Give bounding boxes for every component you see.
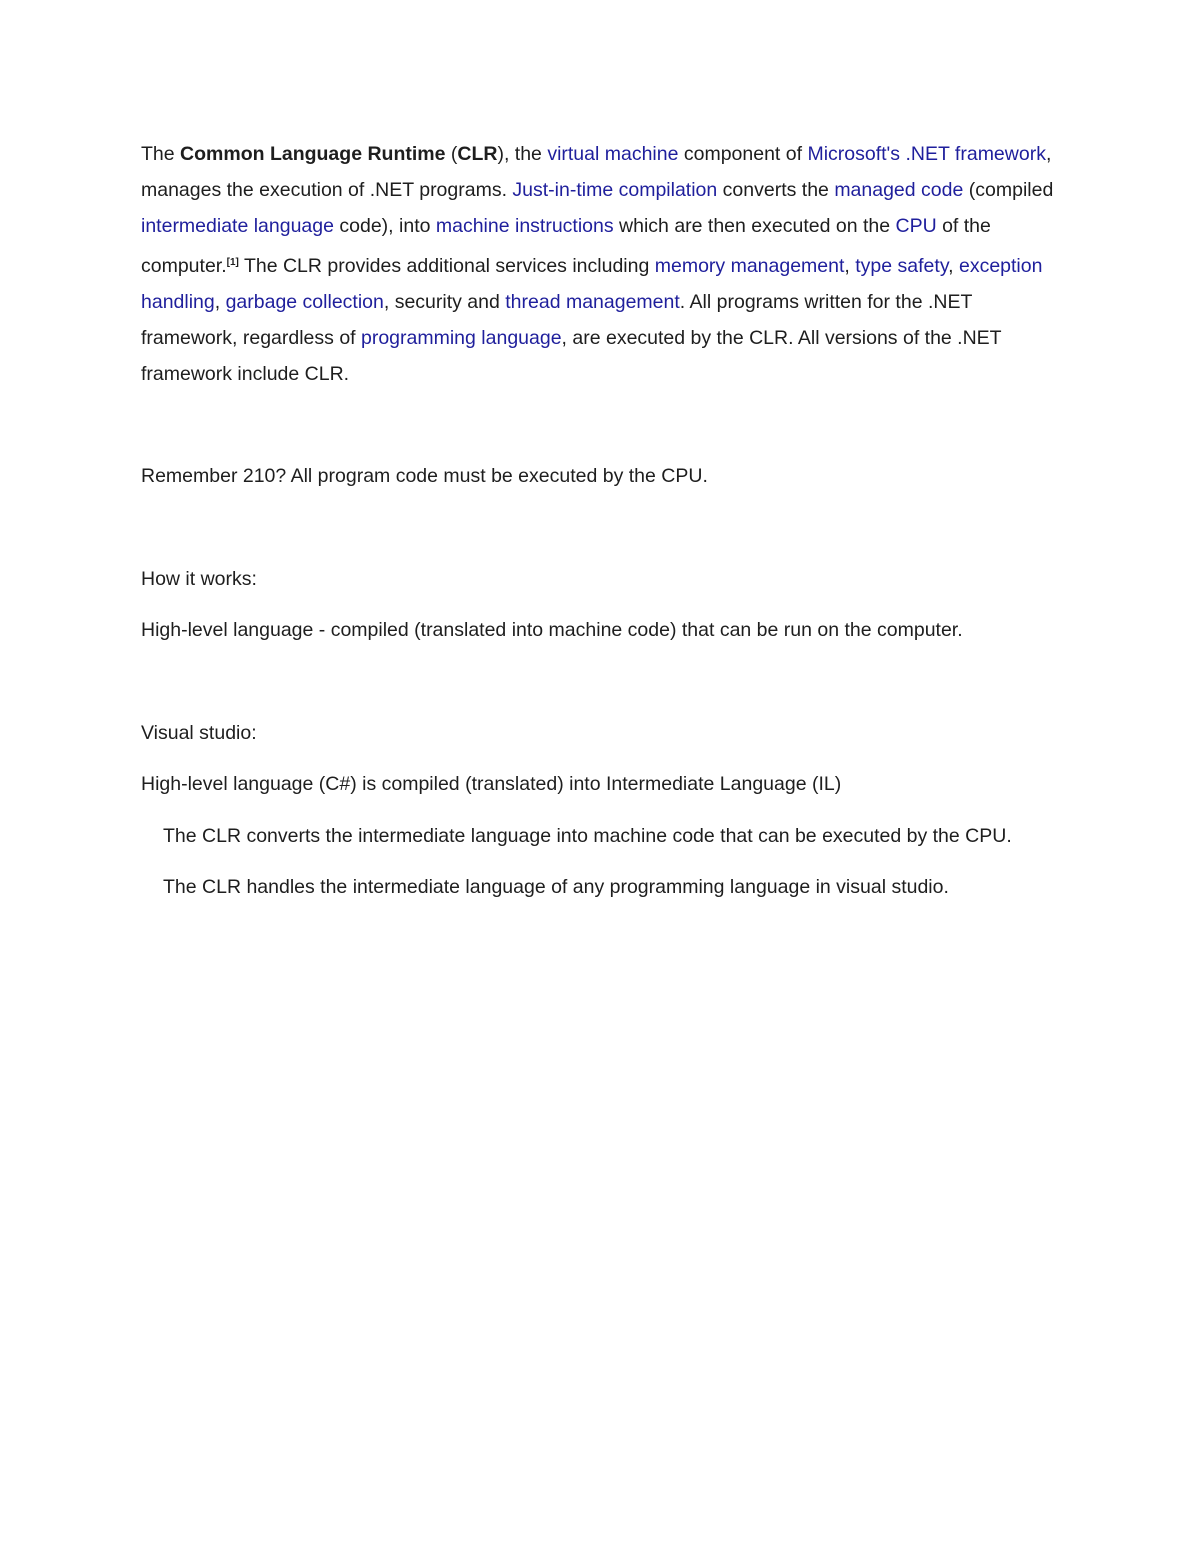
link-programming-language[interactable]: programming language	[361, 327, 562, 350]
clr-full-term: Common Language Runtime	[180, 143, 446, 165]
link-type-safety[interactable]: type safety	[855, 254, 949, 277]
text: (	[445, 143, 458, 165]
text: The CLR provides additional services including	[238, 254, 655, 277]
link-managed-code[interactable]: managed code	[834, 179, 964, 202]
how-heading: How it works:	[141, 568, 257, 591]
visual-studio-line-2	[141, 818, 1056, 854]
how-text: High-level language - compiled (translated into machine code) that can be run on the computer.	[141, 619, 963, 642]
text: ,	[214, 290, 226, 313]
text: which are then executed on the	[613, 215, 896, 238]
text: , security and	[383, 290, 506, 313]
text: component of	[678, 143, 808, 165]
text: code), into	[333, 215, 436, 238]
text: of the computer.	[141, 215, 991, 277]
clr-abbreviation: CLR	[457, 143, 498, 165]
visual-studio-line-3-text: The CLR handles the intermediate language of any programming language in visual studio.	[163, 876, 949, 899]
visual-studio-heading: Visual studio:	[141, 722, 257, 745]
link-cpu[interactable]: CPU	[895, 215, 937, 238]
text: . All programs written for the .NET framework, regardless of	[141, 290, 973, 350]
text: converts the	[717, 179, 835, 202]
text: ,	[948, 254, 959, 277]
text: ), the	[497, 143, 548, 165]
link-memory-management[interactable]: memory management	[654, 254, 845, 277]
link-virtual-machine[interactable]: virtual machine	[547, 143, 679, 165]
link-jit-compilation[interactable]: Just-in-time compilation	[512, 179, 718, 202]
visual-studio-line-1: High-level language (C#) is compiled (translated) into Intermediate Language (IL)	[141, 773, 842, 796]
remember-paragraph: Remember 210? All program code must be executed by the CPU.	[141, 465, 708, 488]
text: The	[141, 143, 181, 165]
text: ,	[844, 254, 856, 277]
visual-studio-line-3	[141, 869, 1056, 905]
link-net-framework[interactable]: .NET framework	[905, 143, 1046, 165]
link-intermediate-language[interactable]: intermediate language	[141, 215, 334, 238]
text: , manages the execution of .NET programs.	[141, 143, 1052, 202]
link-exception-handling[interactable]: exception handling	[141, 254, 1043, 313]
link-microsoft[interactable]: Microsoft's	[807, 143, 901, 165]
text: (compiled	[963, 179, 1054, 202]
link-thread-management[interactable]: thread management	[505, 290, 680, 313]
link-garbage-collection[interactable]: garbage collection	[225, 290, 384, 313]
visual-studio-line-2-text: The CLR converts the intermediate language into machine code that can be executed by the CPU.	[163, 825, 1012, 848]
link-machine-instructions[interactable]: machine instructions	[435, 215, 614, 238]
document-body	[141, 136, 1056, 905]
citation-marker[interactable]: [1]	[226, 256, 239, 268]
text: , are executed by the CLR. All versions of the .NET framework include CLR.	[141, 327, 1002, 386]
intro-paragraph	[141, 136, 1056, 392]
